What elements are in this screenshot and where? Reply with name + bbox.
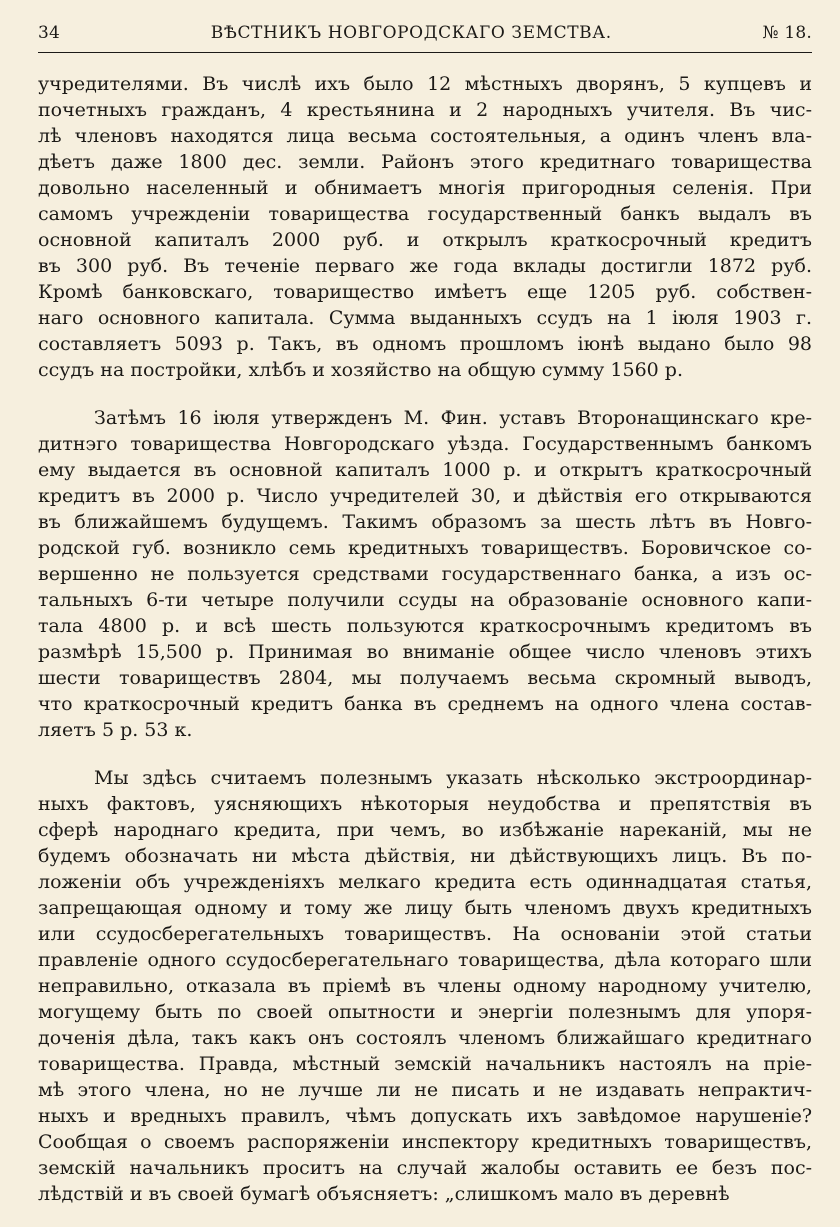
text-line: запрещающая одному и тому же лицу быть членомъ двухъ кредитныхъ	[38, 897, 812, 919]
text-line: дѣетъ даже 1800 дес. земли. Районъ этого кредитнаго товарищества	[38, 151, 812, 173]
text-line: лѣдствій и въ своей бумагѣ объясняетъ: „слишкомъ мало въ деревнѣ	[38, 1183, 730, 1205]
text-line: правленіе одного ссудосберегательнаго товарищества, дѣла котораго шли	[38, 949, 812, 971]
text-line: наго основного капитала. Сумма выданныхъ ссудъ на 1 іюля 1903 г.	[38, 307, 812, 329]
page-number: 34	[38, 23, 61, 43]
text-line: или ссудосберегательныхъ товариществъ. На основаніи этой статьи	[38, 923, 812, 945]
body-text	[38, 71, 812, 1207]
text-line: ссудъ на постройки, хлѣбъ и хозяйство на общую сумму 1560 р.	[38, 359, 683, 381]
paragraph-gap	[38, 743, 812, 765]
paragraph-gap	[38, 383, 812, 405]
paragraph	[38, 71, 812, 383]
text-line: составляетъ 5093 р. Такъ, въ одномъ прошломъ іюнѣ выдано было 98	[38, 333, 812, 355]
text-line: что краткосрочный кредитъ банка въ среднемъ на одного члена состав-	[38, 693, 812, 715]
text-line: ныхъ фактовъ, уясняющихъ нѣкоторыя неудобства и препятствія въ	[38, 793, 812, 815]
text-line: шести товариществъ 2804, мы получаемъ весьма скромный выводъ,	[38, 667, 812, 689]
text-line: самомъ учрежденіи товарищества государственный банкъ выдалъ въ	[38, 203, 812, 225]
text-line: родской губ. возникло семь кредитныхъ товариществъ. Боровичское со-	[38, 537, 812, 559]
text-line: земскій начальникъ проситъ на случай жалобы оставить ее безъ пос-	[38, 1157, 812, 1179]
text-line: Мы здѣсь считаемъ полезнымъ указать нѣсколько экстроординар-	[94, 767, 812, 789]
text-line: кредитъ въ 2000 р. Число учредителей 30, и дѣйствія его открываются	[38, 485, 812, 507]
text-line: учредителями. Въ числѣ ихъ было 12 мѣстныхъ дворянъ, 5 купцевъ и	[38, 73, 812, 95]
text-line: вершенно не пользуется средствами государственнаго банка, а изъ ос-	[38, 563, 812, 585]
text-line: Сообщая о своемъ распоряженіи инспектору кредитныхъ товариществъ,	[38, 1131, 812, 1153]
text-line: довольно населенный и обнимаетъ многія пригородныя селенія. При	[38, 177, 812, 199]
text-line: ложеніи объ учрежденіяхъ мелкаго кредита есть одиннадцатая статья,	[38, 871, 812, 893]
text-line: мѣ этого члена, но не лучше ли не писать и не издавать непрактич-	[38, 1079, 812, 1101]
journal-title: ВѢСТНИКЪ НОВГОРОДСКАГО ЗЕМСТВА.	[210, 23, 612, 43]
running-header	[38, 0, 812, 46]
paragraph	[38, 765, 812, 1207]
issue-number: № 18.	[762, 23, 812, 43]
text-line: Кромѣ банковскаго, товарищество имѣетъ еще 1205 руб. собствен-	[38, 281, 812, 303]
text-line: въ 300 руб. Въ теченіе перваго же года вклады достигли 1872 руб.	[38, 255, 812, 277]
text-line: доченія дѣла, такъ какъ онъ состоялъ членомъ ближайшаго кредитнаго	[38, 1027, 812, 1049]
text-line: товарищества. Правда, мѣстный земскій начальникъ настоялъ на пріе-	[38, 1053, 812, 1075]
text-line: ему выдается въ основной капиталъ 1000 р. и открытъ краткосрочный	[38, 459, 812, 481]
text-line: размѣрѣ 15,500 р. Принимая во вниманіе общее число членовъ этихъ	[38, 641, 812, 663]
text-line: будемъ обозначать ни мѣста дѣйствія, ни дѣйствующихъ лицъ. Въ по-	[38, 845, 812, 867]
text-line: дитнэго товарищества Новгородскаго уѣзда. Государственнымъ банкомъ	[38, 433, 812, 455]
text-line: ныхъ и вредныхъ правилъ, чѣмъ допускать ихъ завѣдомое нарушеніе?	[38, 1105, 812, 1127]
text-line: ляетъ 5 р. 53 к.	[38, 719, 193, 741]
text-line: Затѣмъ 16 іюля утвержденъ М. Фин. уставъ Второнащинскаго кре-	[94, 407, 812, 429]
text-line: въ ближайшемъ будущемъ. Такимъ образомъ за шесть лѣтъ въ Новго-	[38, 511, 812, 533]
text-line: могущему быть по своей опытности и энергіи полезнымъ для упоря-	[38, 1001, 812, 1023]
text-line: неправильно, отказала въ пріемѣ въ члены одному народному учителю,	[38, 975, 812, 997]
header-rule	[38, 52, 812, 53]
text-line: почетныхъ гражданъ, 4 крестьянина и 2 народныхъ учителя. Въ чис-	[38, 99, 812, 121]
text-line: лѣ членовъ находятся лица весьма состоятельныя, а одинъ членъ вла-	[38, 125, 812, 147]
text-line: тальныхъ 6-ти четыре получили ссуды на образованіе основного капи-	[38, 589, 812, 611]
text-line: сферѣ народнаго кредита, при чемъ, во избѣжаніе нареканій, мы не	[38, 819, 812, 841]
text-line: тала 4800 р. и всѣ шесть пользуются краткосрочнымъ кредитомъ въ	[38, 615, 812, 637]
text-line: основной капиталъ 2000 руб. и открылъ краткосрочный кредитъ	[38, 229, 812, 251]
paragraph	[38, 405, 812, 743]
